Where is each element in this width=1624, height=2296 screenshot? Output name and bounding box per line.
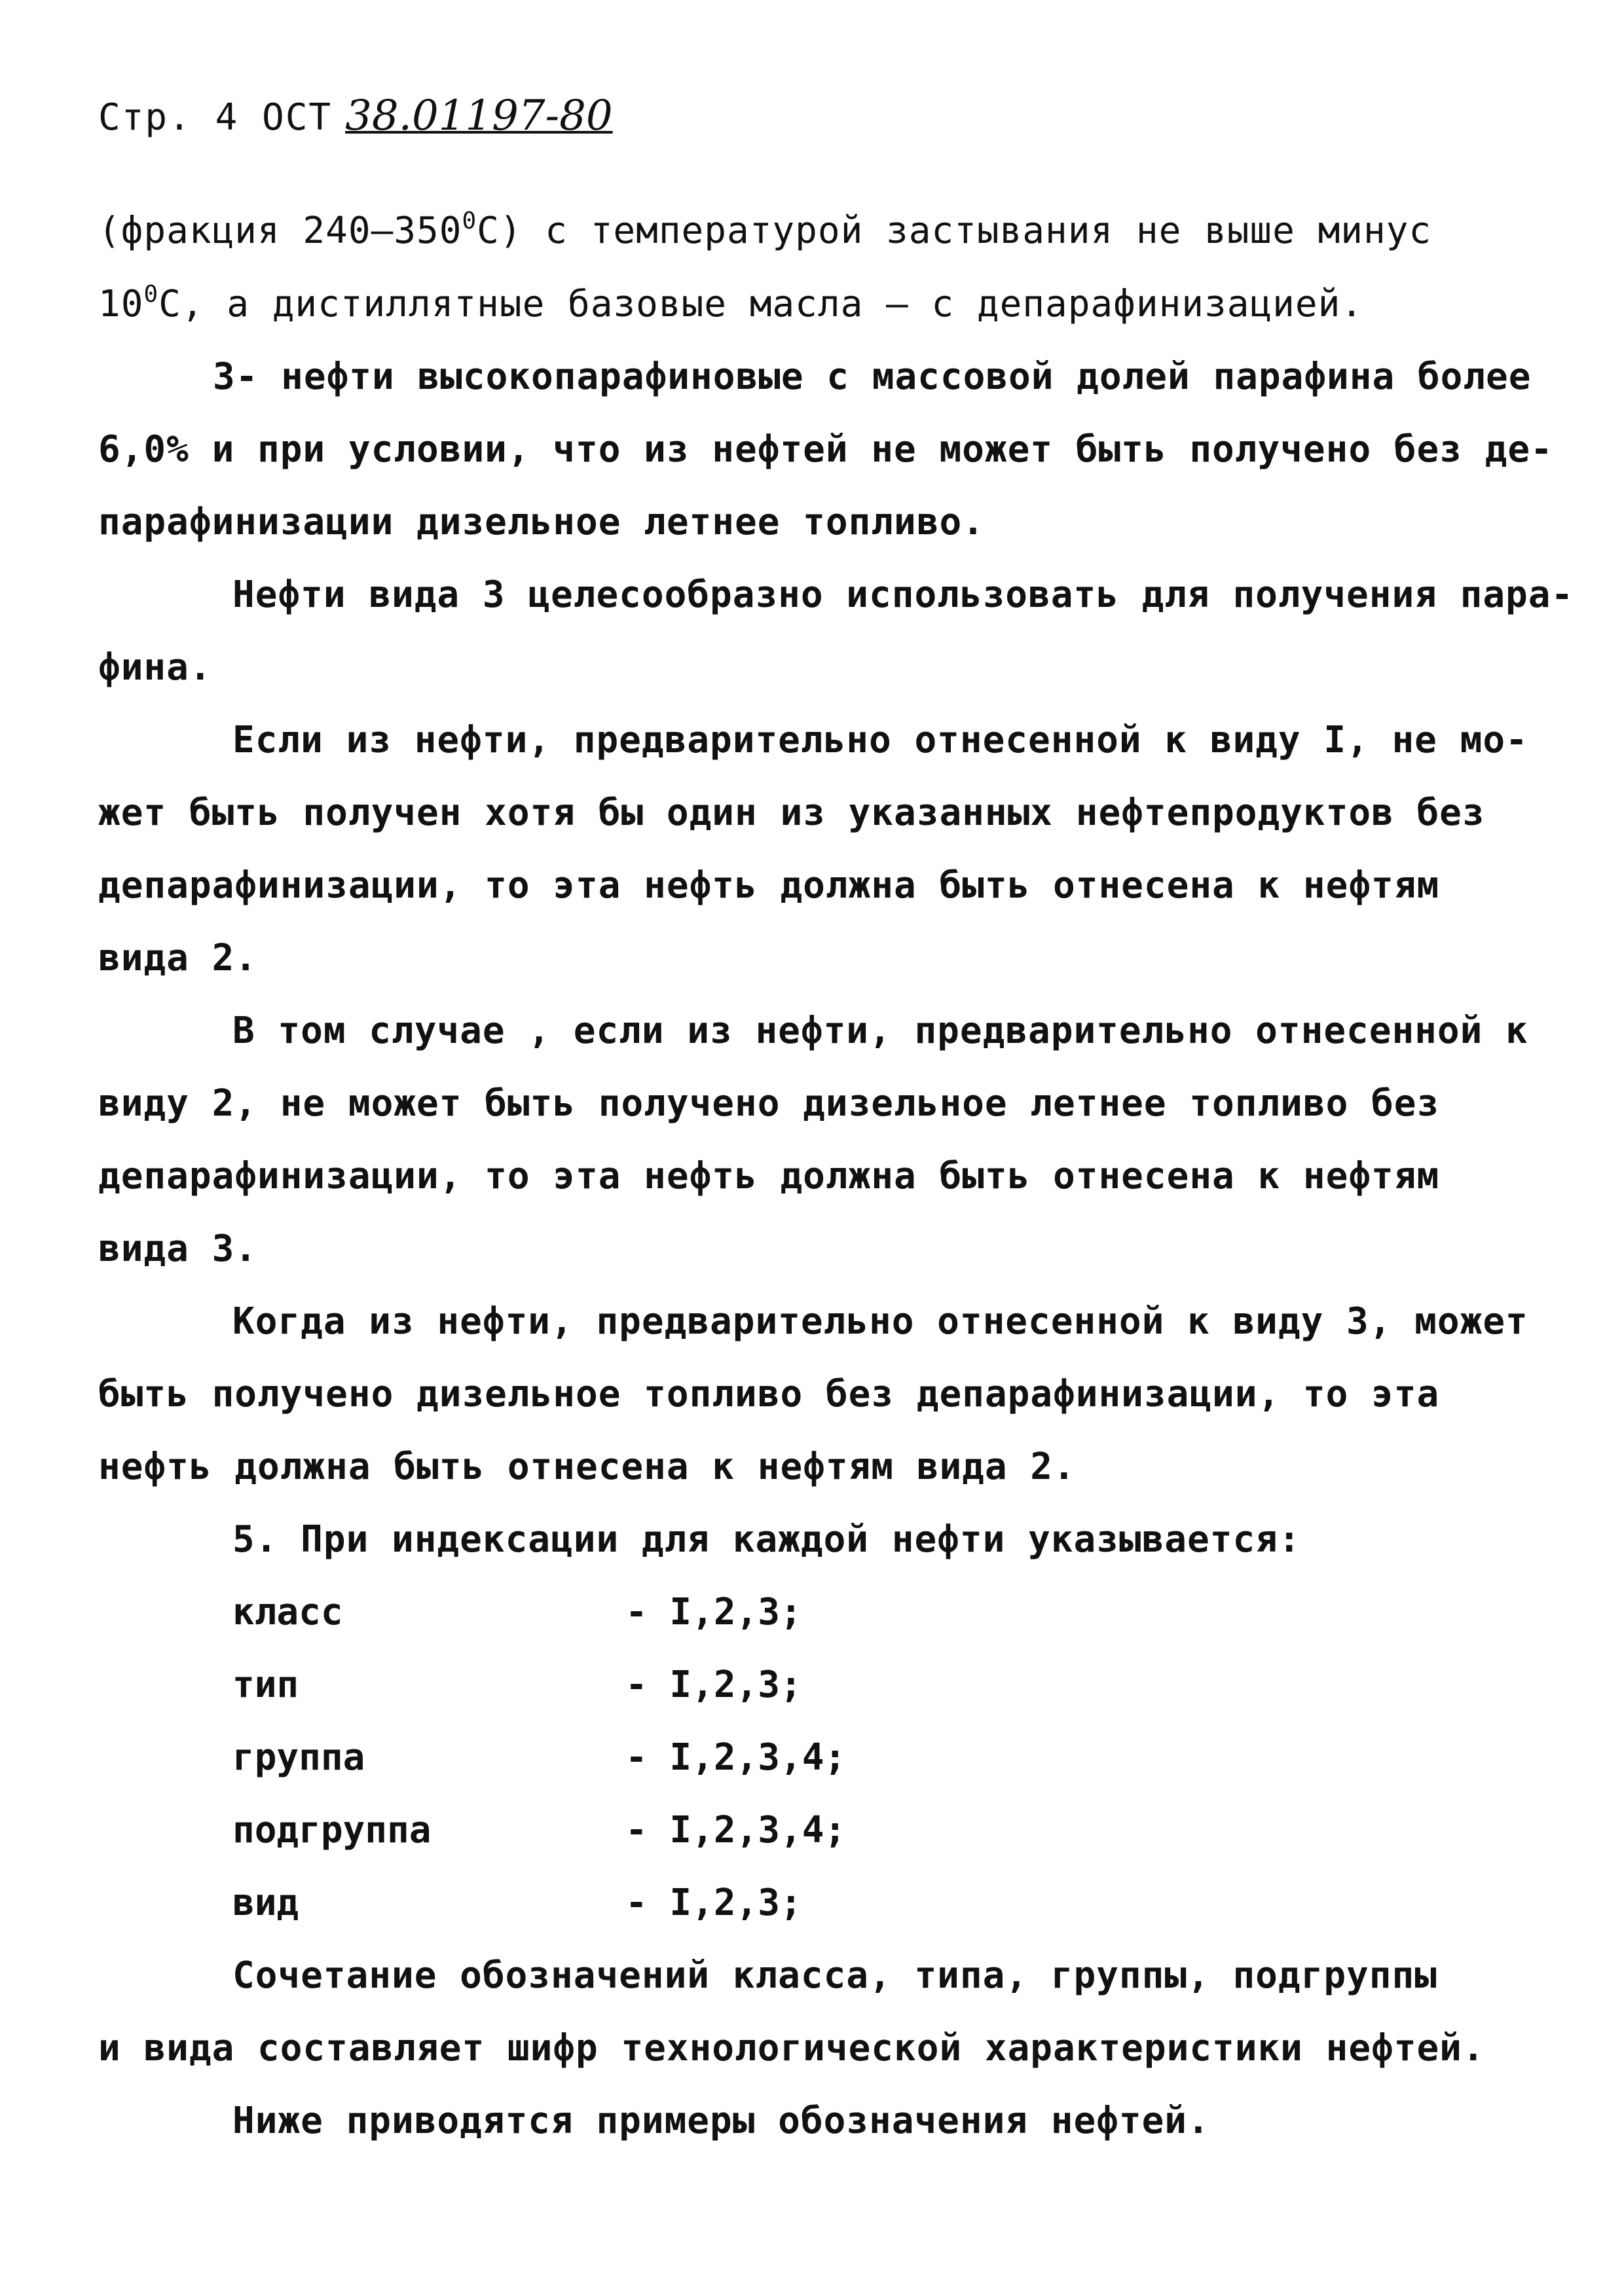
- paragraph2-line: 6,0% и при условии, что из нефтей не может быть получено без де-: [98, 428, 1553, 471]
- paragraph2-line: 3- нефти высокопарафиновые с массовой долей парафина более: [213, 355, 1532, 398]
- paragraph1-line2: $10^0С$, а дистиллятные базовые масла – с депарафинизацией.: [98, 281, 1364, 325]
- document-page: Стр. 4 ОСТ 38.01197-80 (фракция $240-350^0С$) с температурой застывания не выше минус $10^0С$, а дистиллятные базовые масла – с депарафинизацией. 3- нефти высокопарафиновые с массовой долей парафина более 6,0% и при условии, что из нефтей не может быть получено без де- парафинизации дизельное летнее топливо. Нефти вида 3 целесообразно использовать для получения пара- фина. Если из нефти, предварительно отнесенной к виду I, не мо- жет быть получен хотя бы один из указанных нефтепродуктов без депарафинизации, то эта нефть должна быть отнесена к нефтям вида 2. В том случае , если из нефти, предварительно отнесенной к виду 2, не может быть получено дизельное летнее топливо без депарафинизации, то эта нефть должна быть отнесена к нефтям вида 3. Когда из нефти, предварительно отнесенной к виду 3, может быть получено дизельное топливо без депарафинизации, то эта нефть должна быть отнесена к нефтям вида 2. 5. При индексации для каждой нефти указывается: класс - I,2,3; тип - I,2,3; группа - I,2,3,4; подгруппа - I,2,3,4; вид - I,2,3; Сочетание обозначений класса, типа, группы, подгруппы и вида составляет шифр технологической характеристики нефтей. Ниже приводятся примеры обозначения нефтей.: [0, 0, 1624, 2296]
- paragraph7-line: Сочетание обозначений класса, типа, группы, подгруппы: [232, 1954, 1437, 1997]
- paragraph5-line: В том случае , если из нефти, предварительно отнесенной к: [232, 1010, 1528, 1052]
- paragraph4-line: жет быть получен хотя бы один из указанных нефтепродуктов без: [98, 792, 1485, 834]
- paragraph8-line: Ниже приводятся примеры обозначения нефтей.: [232, 2100, 1210, 2142]
- paragraph4-line: Если из нефти, предварительно отнесенной к виду I, не мо-: [232, 719, 1528, 761]
- paragraph5-line: виду 2, не может быть получено дизельное летнее топливо без: [98, 1082, 1440, 1125]
- paragraph1-line1: (фракция $240-350^0С$) с температурой застывания не выше минус: [98, 208, 1432, 252]
- paragraph5-line: депарафинизации, то эта нефть должна быть отнесена к нефтям: [98, 1155, 1440, 1197]
- item5-intro: 5. При индексации для каждой нефти указывается:: [232, 1518, 1301, 1561]
- standard-number: 38.01197-80: [345, 92, 613, 140]
- paragraph4-line: депарафинизации, то эта нефть должна быть отнесена к нефтям: [98, 864, 1440, 907]
- paragraph6-line: быть получено дизельное топливо без депарафинизации, то эта: [98, 1373, 1440, 1415]
- paragraph5-line: вида 3.: [98, 1228, 258, 1270]
- paragraph4-line: вида 2.: [98, 937, 258, 979]
- page-header: [98, 92, 613, 140]
- paragraph6-line: нефть должна быть отнесена к нефтям вида 2.: [98, 1446, 1076, 1488]
- paragraph3-line: Нефти вида 3 целесообразно использовать для получения пара-: [232, 574, 1574, 616]
- paragraph7-line: и вида составляет шифр технологической характеристики нефтей.: [98, 2027, 1485, 2069]
- paragraph2-line: парафинизации дизельное летнее топливо.: [98, 501, 985, 543]
- header-prefix: Стр. 4 ОСТ: [98, 96, 333, 139]
- paragraph6-line: Когда из нефти, предварительно отнесенной к виду 3, может: [232, 1300, 1528, 1343]
- paragraph3-line: фина.: [98, 646, 212, 689]
